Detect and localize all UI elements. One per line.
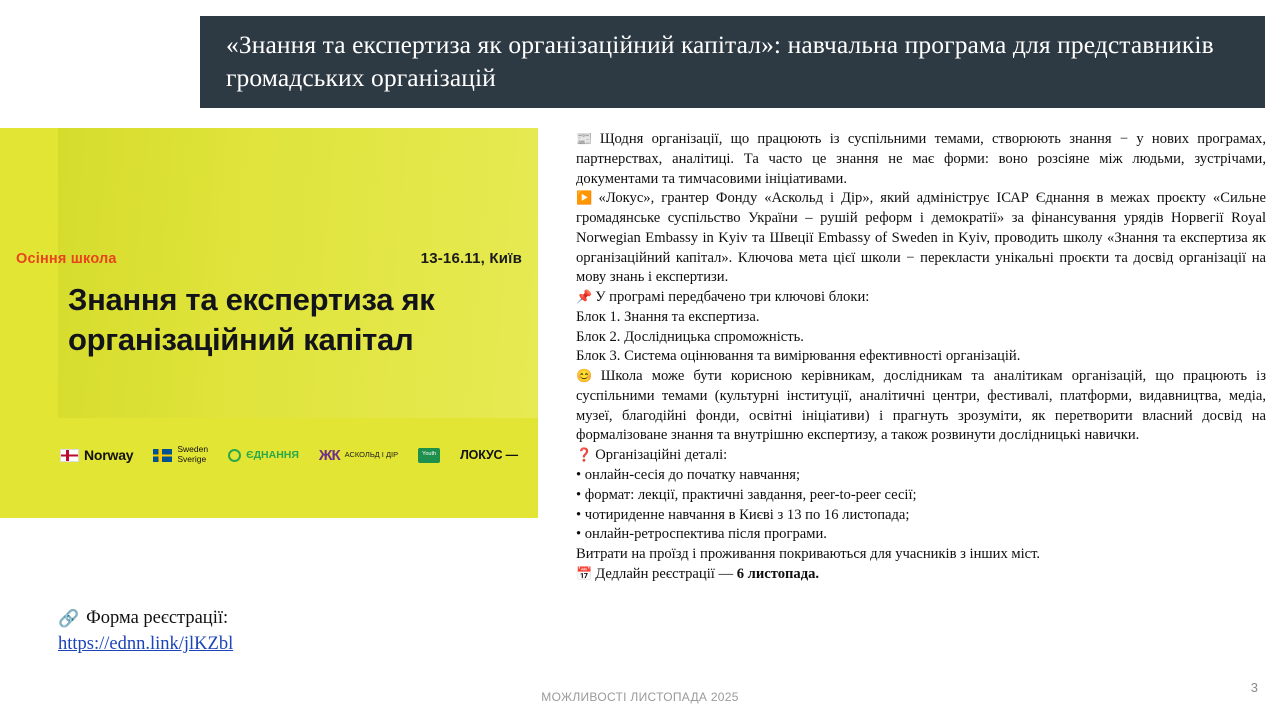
page-number: 3 — [1250, 680, 1258, 695]
poster-headline: Знання та експертиза як організаційний капітал — [68, 282, 435, 357]
newspaper-icon: 📰 — [576, 131, 597, 146]
list-item: Блок 1. Знання та експертиза. — [576, 308, 760, 325]
paragraph-program — [576, 189, 1266, 288]
list-item: • онлайн-сесія до початку навчання; — [576, 467, 801, 484]
poster-topline — [16, 250, 522, 267]
link-icon: 🔗 — [58, 608, 80, 628]
registration-block — [58, 608, 518, 655]
calendar-icon: 📅 — [576, 565, 593, 581]
askold-dir-mark-icon: ЖК — [318, 446, 340, 464]
registration-link[interactable]: https://ednn.link/jlKZbl — [58, 634, 234, 654]
youth-badge-icon: Youth — [418, 448, 440, 463]
slide-header — [200, 16, 1265, 108]
askold-dir-logo-label: АСКОЛЬД І ДІР — [344, 449, 399, 459]
poster-logo-strip — [60, 434, 530, 476]
askold-dir-logo — [319, 447, 398, 464]
paragraph-details-heading — [576, 446, 1266, 466]
ednannia-logo-label: ЄДНАННЯ — [246, 449, 299, 461]
poster-image — [0, 128, 538, 518]
lokus-logo-label: ЛОКУС — — [460, 448, 518, 462]
deadline-row — [576, 565, 1266, 585]
norway-flag-icon — [60, 449, 79, 462]
norway-logo — [60, 447, 133, 463]
paragraph-details-heading-text: Організаційні деталі: — [595, 447, 728, 464]
footer-note: МОЖЛИВОСТІ ЛИСТОПАДА 2025 — [541, 690, 739, 704]
list-item: Блок 3. Система оцінювання та вимірювання ефективності організацій. — [576, 348, 1021, 365]
paragraph-program-text: «Локус», грантер Фонду «Аскольд і Дір», який адмініструє ІСАР Єднання в межах проєкту «Сильне громадянське суспільство України – рушій реформ і демократії» за фінансування урядів Норвегії Royal Norwegian Embassy in Kyiv та Швеції Embassy of Sweden in Kyiv, проводить школу «Знання та експертиза як організаційний капітал». Ключова мета цієї школи − перекласти унікальні проєкти та досвід організації на мову знань і експертизи. — [576, 190, 1266, 286]
norway-logo-label: Norway — [84, 447, 134, 463]
ednannia-logo — [228, 449, 299, 462]
paragraph-intro-text: Щодня організації, що працюють із суспільними темами, створюють знання − у нових програмах, партнерствах, аналітиці. Та часто це знання не має форми: воно розсіяне між людьми, зустрічами, документами та тимчасовими ініціативами. — [576, 131, 1267, 187]
paragraph-costs: Витрати на проїзд і проживання покриваються для учасників з інших міст. — [576, 546, 1041, 563]
smiley-icon: 😊 — [576, 368, 598, 384]
registration-label: Форма реєстрації: — [86, 608, 229, 628]
sweden-logo-line1: Sweden — [177, 444, 209, 455]
poster-date: 13-16.11, Київ — [420, 250, 522, 267]
list-item: Блок 2. Дослідницька спроможність. — [576, 328, 804, 345]
paragraph-intro — [576, 130, 1266, 189]
ednannia-circle-icon — [228, 449, 241, 462]
paragraph-blocks-heading-text: У програмі передбачено три ключові блоки: — [595, 289, 870, 306]
page-title: «Знання та експертиза як організаційний капітал»: навчальна програма для представників громадських організацій — [226, 30, 1214, 92]
paragraph-audience — [576, 367, 1266, 446]
sweden-logo-line2: Sverige — [177, 454, 207, 464]
sweden-logo — [153, 445, 208, 465]
paragraph-audience-text: Школа може бути корисною керівникам, дослідникам та аналітикам організацій, що працюють із суспільними темами (культурні інституції, аналітичні центри, фестивалі, платформи, видавництва, медіа, музеї, благодійні фонди, освітні ініціативи) і прагнуть зрозуміти, як перетворити власний досвід на формалізоване знання та внутрішню експертизу, а також розвинути дослідницькі навички. — [576, 368, 1267, 444]
pin-icon: 📌 — [576, 289, 593, 305]
question-icon: ❓ — [576, 447, 593, 463]
body-text — [576, 130, 1266, 585]
deadline-value: 6 листопада. — [736, 565, 820, 582]
youth-logo — [418, 448, 440, 463]
list-item: • формат: лекції, практичні завдання, peer-to-peer сесії; — [576, 486, 917, 503]
registration-label-row — [58, 608, 518, 629]
lokus-logo — [460, 448, 518, 462]
poster-label: Осіння школа — [16, 251, 117, 267]
paragraph-blocks-heading — [576, 288, 1266, 308]
play-icon: ▶️ — [576, 190, 596, 206]
sweden-flag-icon — [153, 449, 172, 462]
deadline-label: Дедлайн реєстрації — — [595, 565, 737, 582]
sweden-logo-label — [177, 445, 208, 465]
poster-gradient-panel — [58, 128, 538, 418]
list-item: • онлайн-ретроспектива після програми. — [576, 526, 827, 543]
list-item: • чотириденне навчання в Києві з 13 по 16 листопада; — [576, 506, 910, 523]
